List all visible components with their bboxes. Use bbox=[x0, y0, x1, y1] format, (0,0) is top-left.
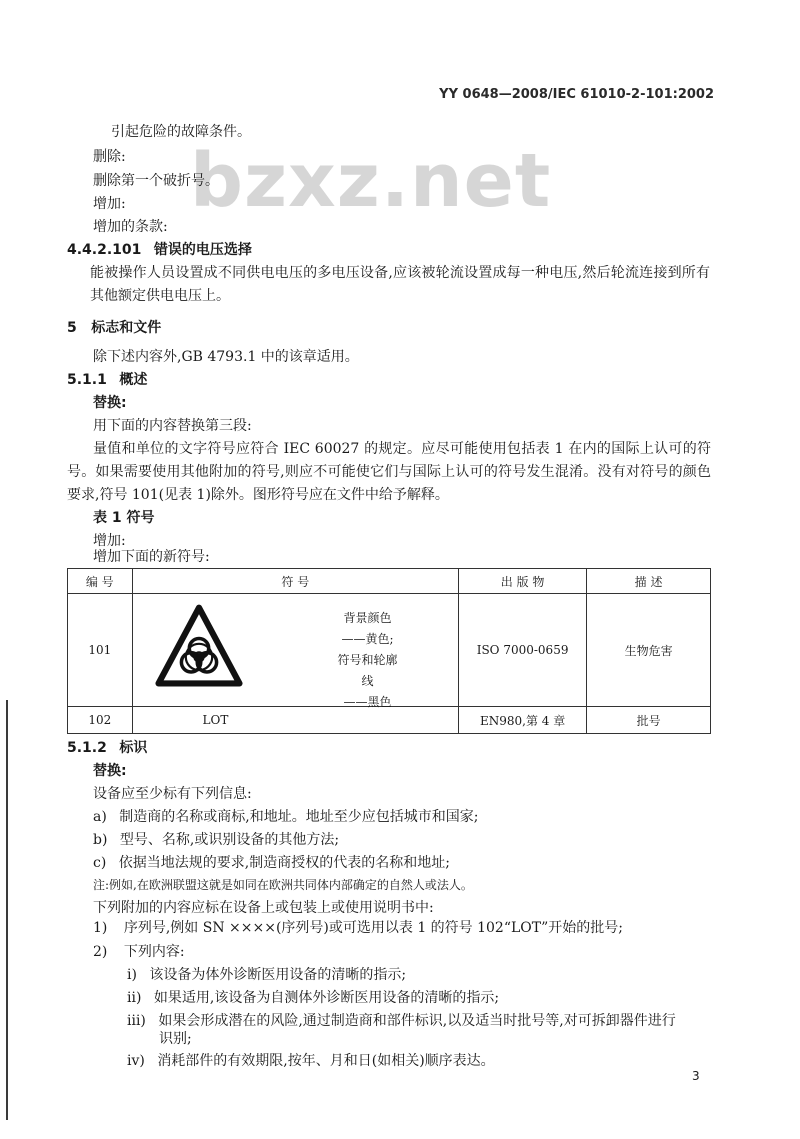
table-header-row bbox=[68, 569, 711, 594]
paragraph: 除下述内容外,GB 4793.1 中的该章适用。 bbox=[93, 349, 359, 365]
section-title: 概述 bbox=[119, 372, 148, 388]
list-text: 制造商的名称或商标,和地址。地址至少应包括城市和国家; bbox=[119, 809, 479, 825]
text-line: 删除: bbox=[93, 149, 126, 165]
cell-publication: EN980,第 4 章 bbox=[459, 707, 587, 734]
section-number: 4.4.2.101 bbox=[67, 242, 142, 258]
list-text: 序列号,例如 SN ××××(序列号)或可选用以表 1 的符号 102“LOT”开始的批号; bbox=[123, 920, 623, 936]
cell-number: 101 bbox=[68, 594, 133, 707]
section-number: 5 bbox=[67, 320, 77, 336]
column-header: 描 述 bbox=[587, 569, 711, 594]
text-line: 替换: bbox=[93, 395, 127, 411]
list-text: 如果适用,该设备为自测体外诊断医用设备的清晰的指示; bbox=[153, 990, 500, 1006]
list-label: ⅰ) bbox=[127, 967, 137, 983]
numbered-item bbox=[93, 941, 185, 961]
desc-line: ——黑色 bbox=[343, 695, 392, 709]
list-label: a) bbox=[93, 809, 107, 825]
list-text: 如果会形成潜在的风险,通过制造商和部件标识,以及适当时批号等,对可拆卸器件进行 bbox=[158, 1013, 676, 1029]
table-row bbox=[68, 594, 711, 707]
list-label: 2) bbox=[93, 944, 108, 960]
cell-symbol bbox=[132, 594, 459, 707]
standard-header: YY 0648—2008/IEC 61010-2-101:2002 bbox=[439, 87, 714, 102]
cell-publication: ISO 7000-0659 bbox=[459, 594, 587, 707]
column-header: 编 号 bbox=[68, 569, 133, 594]
text-line: 用下面的内容替换第三段: bbox=[93, 418, 252, 434]
sub-item bbox=[127, 1010, 676, 1030]
text-line: 引起危险的故障条件。 bbox=[111, 124, 251, 140]
list-label: c) bbox=[93, 855, 107, 871]
cell-description: 生物危害 bbox=[587, 594, 711, 707]
numbered-item bbox=[93, 917, 623, 937]
text-line: 增加: bbox=[93, 196, 126, 212]
text-line: 设备应至少标有下列信息: bbox=[93, 786, 252, 802]
section-title: 标识 bbox=[119, 740, 148, 756]
symbol-color-description bbox=[333, 608, 403, 713]
sub-item bbox=[127, 1050, 495, 1070]
sub-item bbox=[127, 964, 406, 984]
section-number: 5.1.2 bbox=[67, 740, 107, 756]
section-title: 错误的电压选择 bbox=[153, 242, 252, 258]
page-edge-shadow bbox=[6, 700, 8, 1120]
column-header: 符 号 bbox=[132, 569, 459, 594]
list-text: 该设备为体外诊断医用设备的清晰的指示; bbox=[149, 967, 407, 983]
list-text: 消耗部件的有效期限,按年、月和日(如相关)顺序表达。 bbox=[157, 1053, 495, 1069]
section-title: 标志和文件 bbox=[91, 320, 162, 336]
list-label: ⅲ) bbox=[127, 1013, 146, 1029]
list-text: 依据当地法规的要求,制造商授权的代表的名称和地址; bbox=[118, 855, 450, 871]
watermark: bzxz.net bbox=[190, 138, 552, 224]
list-item bbox=[93, 806, 478, 826]
text-line: 删除第一个破折号。 bbox=[93, 173, 219, 189]
cell-number: 102 bbox=[68, 707, 133, 734]
page-number: 3 bbox=[692, 1069, 700, 1083]
list-label: b) bbox=[93, 832, 108, 848]
note: 注:例如,在欧洲联盟这就是如同在欧洲共同体内部确定的自然人或法人。 bbox=[93, 878, 473, 892]
desc-line: ——黄色; bbox=[341, 632, 394, 646]
cell-description: 批号 bbox=[587, 707, 711, 734]
list-label: 1) bbox=[93, 920, 108, 936]
cell-symbol: LOT bbox=[132, 707, 459, 734]
section-heading-5-1-1 bbox=[67, 369, 147, 389]
text-line: 增加下面的新符号: bbox=[93, 549, 210, 565]
list-text: 型号、名称,或识别设备的其他方法; bbox=[119, 832, 340, 848]
sub-item-continuation: 识别; bbox=[159, 1031, 192, 1047]
text-line: 下列附加的内容应标在设备上或包装上或使用说明书中: bbox=[93, 900, 434, 916]
list-label: ⅱ) bbox=[127, 990, 142, 1006]
sub-item bbox=[127, 987, 499, 1007]
list-text: 下列内容: bbox=[123, 944, 185, 960]
list-item bbox=[93, 852, 450, 872]
section-heading-4-4-2-101 bbox=[67, 239, 252, 259]
paragraph: 能被操作人员设置成不同供电电压的多电压设备,应该被轮流设置成每一种电压,然后轮流连接到所有其他额定供电电压上。 bbox=[90, 265, 710, 304]
desc-line: 背景颜色 bbox=[343, 611, 392, 625]
table-caption: 表 1 符号 bbox=[93, 510, 155, 526]
desc-line: 符号和轮廓线 bbox=[337, 653, 398, 688]
list-item bbox=[93, 829, 339, 849]
text-line: 增加: bbox=[93, 533, 126, 549]
text-line: 增加的条款: bbox=[93, 219, 168, 235]
biohazard-icon bbox=[155, 604, 243, 688]
section-heading-5-1-2 bbox=[67, 737, 147, 757]
list-label: ⅳ) bbox=[127, 1053, 145, 1069]
paragraph: 量值和单位的文字符号应符合 IEC 60027 的规定。应尽可能使用包括表 1 在内的国际上认可的符号。如果需要使用其他附加的符号,则应不可能使它们与国际上认可的符号发生混淆。没有对符号的颜色要求,符号 101(见表 1)除外。图形符号应在文件中给予解释。 bbox=[67, 441, 711, 503]
symbol-table bbox=[67, 568, 711, 734]
text-line: 替换: bbox=[93, 763, 127, 779]
column-header: 出 版 物 bbox=[459, 569, 587, 594]
section-heading-5 bbox=[67, 317, 161, 337]
section-number: 5.1.1 bbox=[67, 372, 107, 388]
